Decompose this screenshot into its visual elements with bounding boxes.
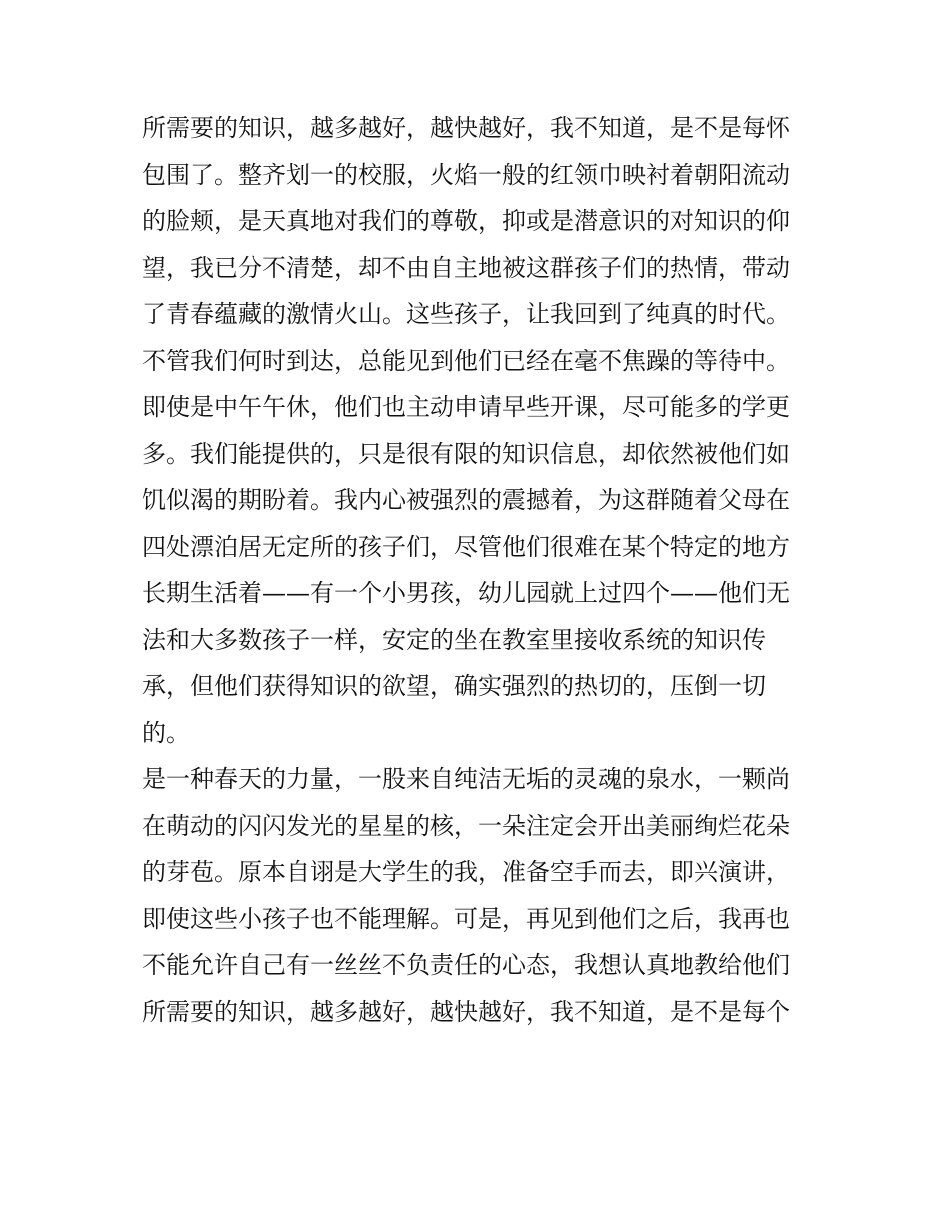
- text-line: 多。我们能提供的，只是很有限的知识信息，却依然被他们如: [142, 439, 790, 468]
- text-line: 的芽苞。原本自诩是大学生的我，准备空手而去，即兴演讲，: [142, 858, 790, 886]
- text-line: 包围了。整齐划一的校服，火焰一般的红领巾映衬着朝阳流动: [142, 160, 790, 189]
- text-line: 的。: [142, 718, 190, 747]
- text-line: 即使是中午午休，他们也主动申请早些开课，尽可能多的学更: [142, 393, 790, 421]
- text-line: 四处漂泊居无定所的孩子们，尽管他们很难在某个特定的地方: [142, 532, 790, 561]
- text-line: 法和大多数孩子一样，安定的坐在教室里接收系统的知识传: [142, 625, 766, 654]
- text-line: 不能允许自己有一丝丝不负责任的心态，我想认真地教给他们: [142, 951, 790, 979]
- text-line: 是一种春天的力量，一股来自纯洁无垢的灵魂的泉水，一颗尚: [142, 765, 790, 793]
- text-line: 即使这些小孩子也不能理解。可是，再见到他们之后，我再也: [142, 904, 790, 933]
- text-line: 所需要的知识，越多越好，越快越好，我不知道，是不是每怀: [142, 114, 790, 142]
- body-text: [142, 105, 822, 1035]
- text-line: 了青春蕴藏的激情火山。这些孩子，让我回到了纯真的时代。: [142, 300, 790, 328]
- text-line: 在萌动的闪闪发光的星星的核，一朵注定会开出美丽绚烂花朵: [142, 811, 790, 840]
- text-line: 长期生活着——有一个小男孩，幼儿园就上过四个——他们无: [142, 579, 790, 607]
- text-line: 的脸颊，是天真地对我们的尊敬，抑或是潜意识的对知识的仰: [142, 207, 790, 235]
- text-line: 所需要的知识，越多越好，越快越好，我不知道，是不是每个: [142, 997, 790, 1026]
- text-line: 不管我们何时到达，总能见到他们已经在毫不焦躁的等待中。: [142, 346, 790, 375]
- text-line: 承，但他们获得知识的欲望，确实强烈的热切的，压倒一切: [142, 672, 766, 700]
- text-line: 望，我已分不清楚，却不由自主地被这群孩子们的热情，带动: [142, 253, 790, 282]
- text-line: 饥似渴的期盼着。我内心被强烈的震撼着，为这群随着父母在: [142, 486, 790, 514]
